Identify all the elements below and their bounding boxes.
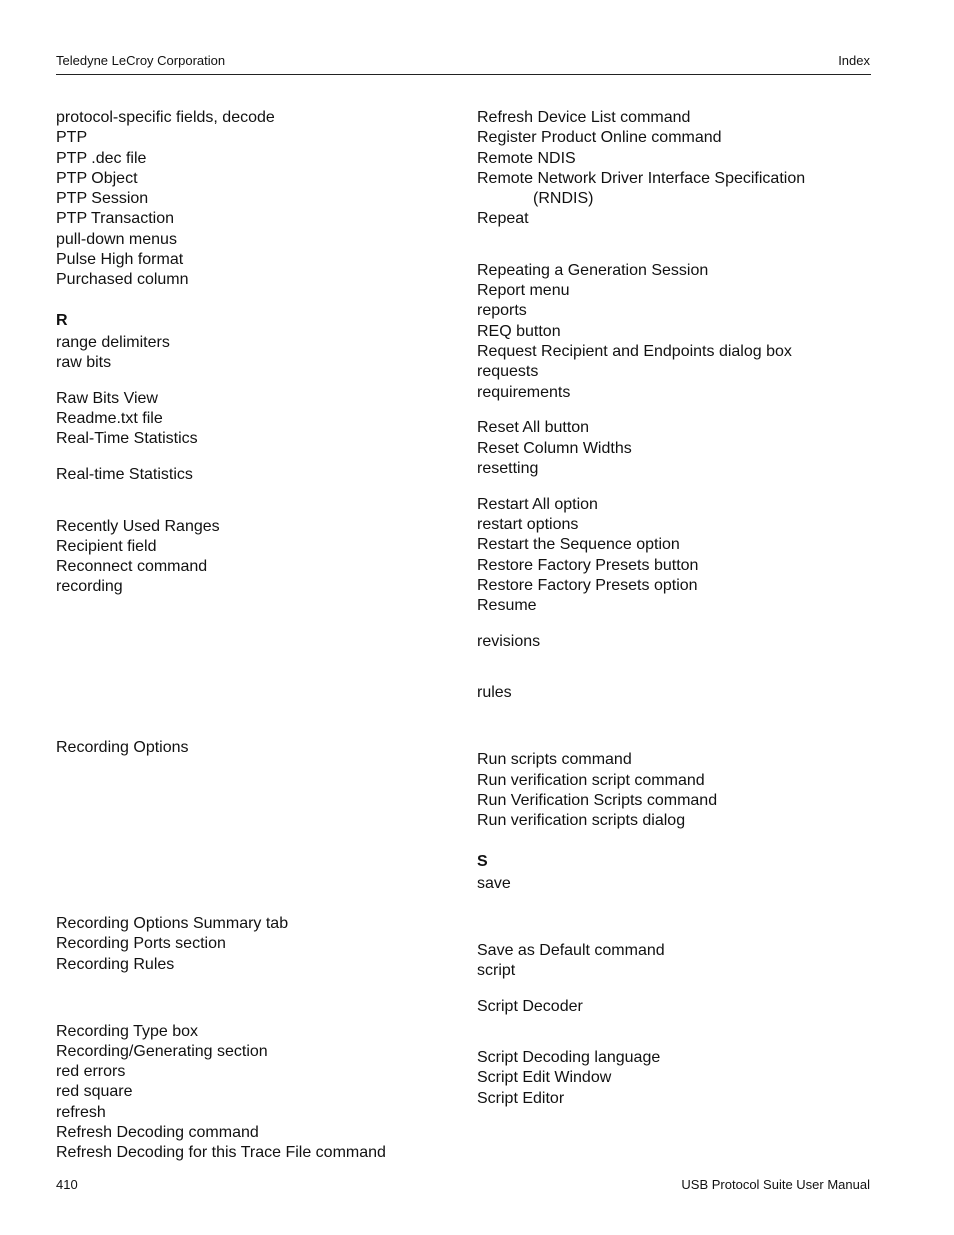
index-entry: Recording Type box: [56, 1023, 199, 1040]
index-letter-heading: R: [56, 312, 68, 329]
index-entry: Register Product Online command: [477, 129, 722, 146]
index-entry: Script Decoder: [477, 998, 583, 1015]
index-entry: recording: [56, 578, 123, 595]
index-entry: Run verification script command: [477, 772, 705, 789]
index-entry: Request Recipient and Endpoints dialog box: [477, 343, 792, 360]
index-entry: protocol-specific fields, decode: [56, 109, 275, 126]
index-entry: Refresh Decoding for this Trace File command: [56, 1144, 386, 1161]
index-entry: restart options: [477, 516, 579, 533]
index-entry: Restart the Sequence option: [477, 536, 680, 553]
index-entry: PTP Transaction: [56, 210, 174, 227]
index-entry: Refresh Decoding command: [56, 1124, 259, 1141]
index-entry: resetting: [477, 460, 539, 477]
index-entry: save: [477, 875, 511, 892]
index-entry: Script Editor: [477, 1090, 565, 1107]
index-entry: Purchased column: [56, 271, 189, 288]
index-entry: Script Edit Window: [477, 1069, 612, 1086]
index-entry: PTP: [56, 129, 88, 146]
index-entry: Recording Rules: [56, 956, 175, 973]
running-header-right: Index: [838, 53, 870, 68]
index-entry: red square: [56, 1083, 133, 1100]
index-entry: Raw Bits View: [56, 390, 158, 407]
index-entry: Refresh Device List command: [477, 109, 691, 126]
index-entry: PTP .dec file: [56, 150, 147, 167]
index-entry: Real-Time Statistics: [56, 430, 198, 447]
index-entry: REQ button: [477, 323, 561, 340]
index-entry: Run Verification Scripts command: [477, 792, 718, 809]
index-entry: refresh: [56, 1104, 106, 1121]
index-entry: range delimiters: [56, 334, 170, 351]
index-entry: Readme.txt file: [56, 410, 163, 427]
index-entry: Recording/Generating section: [56, 1043, 268, 1060]
index-entry: Run scripts command: [477, 751, 632, 768]
page-number: 410: [56, 1177, 78, 1192]
index-entry: requirements: [477, 384, 571, 401]
index-entry: Resume: [477, 597, 537, 614]
index-entry: Reset All button: [477, 419, 590, 436]
header-rule: [56, 74, 871, 75]
index-entry: Restore Factory Presets option: [477, 577, 698, 594]
running-footer-title: USB Protocol Suite User Manual: [681, 1177, 870, 1192]
index-entry: Report menu: [477, 282, 570, 299]
index-entry: Script Decoding language: [477, 1049, 661, 1066]
index-entry: Reset Column Widths: [477, 440, 632, 457]
index-entry: rules: [477, 684, 512, 701]
index-entry: Restart All option: [477, 496, 598, 513]
index-entry: pull-down menus: [56, 231, 177, 248]
index-entry: Restore Factory Presets button: [477, 557, 699, 574]
index-entry: Repeat: [477, 210, 529, 227]
index-entry: script: [477, 962, 516, 979]
index-entry-continuation: (RNDIS): [533, 190, 594, 207]
index-entry: red errors: [56, 1063, 126, 1080]
index-entry: Run verification scripts dialog: [477, 812, 686, 829]
index-entry: revisions: [477, 633, 541, 650]
index-entry: Recording Options: [56, 739, 189, 756]
index-entry: Recipient field: [56, 538, 157, 555]
index-entry: Remote Network Driver Interface Specification: [477, 170, 806, 187]
index-entry: raw bits: [56, 354, 112, 371]
index-entry: Recently Used Ranges: [56, 518, 220, 535]
running-header-left: Teledyne LeCroy Corporation: [56, 53, 226, 68]
index-entry: Remote NDIS: [477, 150, 576, 167]
index-entry: requests: [477, 363, 539, 380]
index-entry: Real-time Statistics: [56, 466, 193, 483]
index-entry: reports: [477, 302, 527, 319]
index-entry: Recording Ports section: [56, 935, 226, 952]
index-entry: Save as Default command: [477, 942, 665, 959]
index-entry: PTP Object: [56, 170, 138, 187]
index-entry: Reconnect command: [56, 558, 208, 575]
index-entry: PTP Session: [56, 190, 149, 207]
index-entry: Recording Options Summary tab: [56, 915, 289, 932]
index-entry: Repeating a Generation Session: [477, 262, 709, 279]
index-letter-heading: S: [477, 853, 488, 870]
index-entry: Pulse High format: [56, 251, 184, 268]
